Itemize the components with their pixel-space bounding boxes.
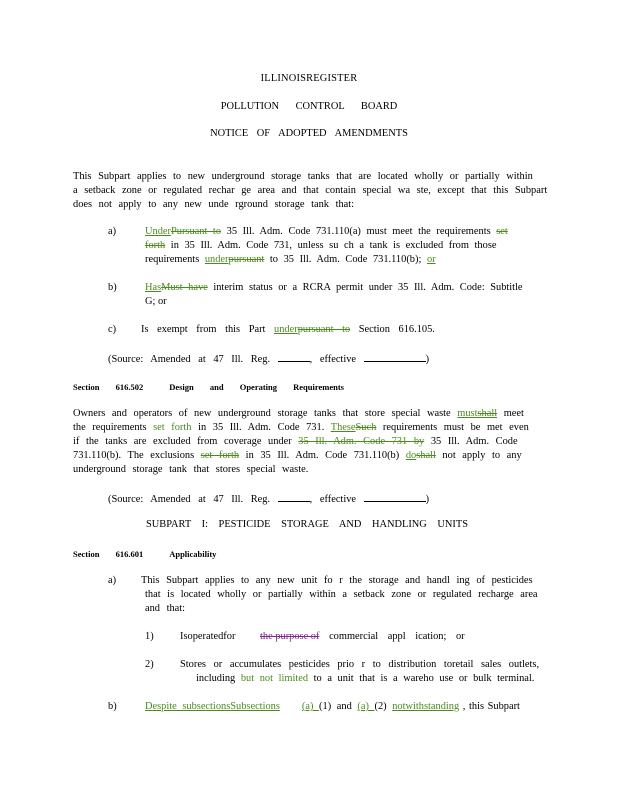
item-c-line xyxy=(141,323,435,338)
body-text: , this Subpart xyxy=(459,701,520,712)
section-number: Section 616.601 xyxy=(73,549,144,559)
item-c-label: c) xyxy=(108,324,117,335)
source-text: (Source: Amended at 47 Ill. Reg. xyxy=(108,494,278,505)
inserted-text: but not limited xyxy=(240,673,309,684)
owners-line-1 xyxy=(73,407,524,422)
source-text: , effective xyxy=(309,494,364,505)
source-note-1 xyxy=(108,351,429,368)
item-a-label: a) xyxy=(108,226,117,237)
body-text: Is xyxy=(180,631,188,642)
inserted-text: (a) xyxy=(357,701,375,712)
body-text: in 35 Ill. Adm. Code 731.110(b) xyxy=(239,450,406,461)
blank-line xyxy=(278,351,310,362)
section-title: Design and Operating Requirements xyxy=(169,382,344,392)
deleted-text: shall xyxy=(477,408,498,419)
inserted-text: notwithstanding xyxy=(392,701,460,712)
body-text: commercial appl ication; or xyxy=(319,631,465,642)
body-text: 731.110(b). The exclusions xyxy=(73,450,201,461)
item-b-line-2: G; or xyxy=(145,296,167,307)
applicability-b-label: b) xyxy=(108,701,117,712)
deleted-text: Pursuant to xyxy=(170,226,222,237)
owners-line-3 xyxy=(73,435,518,450)
body-text: (2) xyxy=(374,701,393,712)
applicability-a-line-2: that is located wholly or partially within a setback zone or regulated recharge area xyxy=(145,589,538,600)
item-a-line-1 xyxy=(145,225,508,240)
section-number: Section 616.502 xyxy=(73,382,144,392)
body-text: interim status or a RCRA permit under 35 Ill. Adm. Code: Subtitle xyxy=(207,282,523,293)
body-text: retail sales outlets, xyxy=(452,659,540,670)
section-title: Applicability xyxy=(169,549,217,559)
body-text: not apply to any xyxy=(435,450,522,461)
notice-title: NOTICE OF ADOPTED AMENDMENTS xyxy=(210,128,408,139)
subitem-1-label: 1) xyxy=(145,631,154,642)
owners-line-5: underground storage tank that stores special waste. xyxy=(73,464,309,475)
body-text: including xyxy=(196,673,241,684)
register-title: ILLINOISREGISTER xyxy=(260,73,358,84)
intro-line-2: a setback zone or regulated rechar ge area and that contain special wa ste, except that this Subpart xyxy=(73,185,548,196)
inserted-text: under xyxy=(274,324,298,335)
body-text: operated xyxy=(187,631,224,642)
deleted-text: 35 Ill. Adm. Code 731 by xyxy=(298,436,425,447)
inserted-text: do xyxy=(405,450,417,461)
intro-line-3: does not apply to any new unde rground storage tank that: xyxy=(73,199,355,210)
inserted-text: These xyxy=(330,422,356,433)
deleted-text: pursuant to xyxy=(297,324,351,335)
applicability-a-label: a) xyxy=(108,575,117,586)
subitem-2-line-2 xyxy=(196,672,534,687)
subitem-1-line xyxy=(180,630,465,645)
source-note-2 xyxy=(108,491,429,508)
inserted-text: Has xyxy=(145,282,162,293)
item-a-line-3 xyxy=(145,253,436,268)
body-text: in 35 Ill. Adm. Code 731. xyxy=(191,422,331,433)
deleted-text: forth xyxy=(145,240,166,251)
body-text: requirements must be met even xyxy=(376,422,529,433)
body-text: (1) and xyxy=(319,701,358,712)
deleted-text: Must have xyxy=(161,282,208,293)
body-text: if the tanks are excluded from coverage under xyxy=(73,436,299,447)
body-text: the requirements xyxy=(73,422,154,433)
source-text: ) xyxy=(425,494,430,505)
subitem-2-line-1 xyxy=(180,658,539,673)
subpart-i-heading: SUBPART I: PESTICIDE STORAGE AND HANDLING UNITS xyxy=(146,519,468,530)
intro-line-1: This Subpart applies to new underground storage tanks that are located wholly or partially within xyxy=(73,171,533,182)
deleted-text: pursuant xyxy=(228,254,265,265)
body-text: 35 Ill. Adm. Code 731.110(a) must meet the requirements xyxy=(221,226,497,237)
body-text: in 35 Ill. Adm. Code 731, unless su ch a tank is excluded from those xyxy=(165,240,497,251)
deleted-text: set xyxy=(496,226,508,237)
body-text: requirements xyxy=(145,254,205,265)
inserted-text: under xyxy=(204,254,229,265)
deleted-text: the purpose of xyxy=(260,631,320,642)
body-text: meet xyxy=(497,408,524,419)
source-text: ) xyxy=(425,354,430,365)
inserted-text: or xyxy=(426,254,436,265)
deleted-text: shall xyxy=(416,450,436,461)
inserted-text: (a) xyxy=(301,701,320,712)
item-b-label: b) xyxy=(108,282,117,293)
item-b-line-1 xyxy=(145,281,523,296)
inserted-text: Despite subsections xyxy=(145,701,231,712)
owners-line-4 xyxy=(73,449,522,464)
blank-line xyxy=(364,491,426,502)
blank-line xyxy=(364,351,426,362)
inserted-text: set forth xyxy=(153,422,192,433)
source-text: (Source: Amended at 47 Ill. Reg. xyxy=(108,354,278,365)
section-616-502-heading xyxy=(73,380,370,395)
section-616-601-heading xyxy=(73,547,242,562)
body-text: Is exempt from this Part xyxy=(141,324,275,335)
subitem-2-label: 2) xyxy=(145,659,154,670)
applicability-a-line-3: and that: xyxy=(145,603,186,614)
applicability-a-line-1: This Subpart applies to any new unit fo r the storage and handl ing of pesticides xyxy=(141,575,533,586)
body-text: Owners and operators of new underground storage tanks that store special waste xyxy=(73,408,458,419)
body-text: Section 616.105. xyxy=(350,324,435,335)
body-text: Stores or accumulates pesticides prio r to distribution to xyxy=(180,659,453,670)
deleted-text: set forth xyxy=(200,450,240,461)
inserted-text: Under xyxy=(145,226,171,237)
body-text: to 35 Ill. Adm. Code 731.110(b); xyxy=(264,254,427,265)
deleted-text: Such xyxy=(355,422,377,433)
owners-line-2 xyxy=(73,421,529,436)
body-text: for xyxy=(223,631,239,642)
item-a-line-2 xyxy=(145,239,496,254)
source-text: , effective xyxy=(309,354,364,365)
inserted-text: must xyxy=(457,408,478,419)
body-text: 35 Ill. Adm. Code xyxy=(424,436,518,447)
blank-line xyxy=(278,491,310,502)
applicability-b-line xyxy=(145,700,520,715)
body-text: to a unit that is a wareho use or bulk terminal. xyxy=(308,673,535,684)
deleted-text: Subsections xyxy=(230,701,280,712)
board-title: POLLUTION CONTROL BOARD xyxy=(220,101,398,112)
